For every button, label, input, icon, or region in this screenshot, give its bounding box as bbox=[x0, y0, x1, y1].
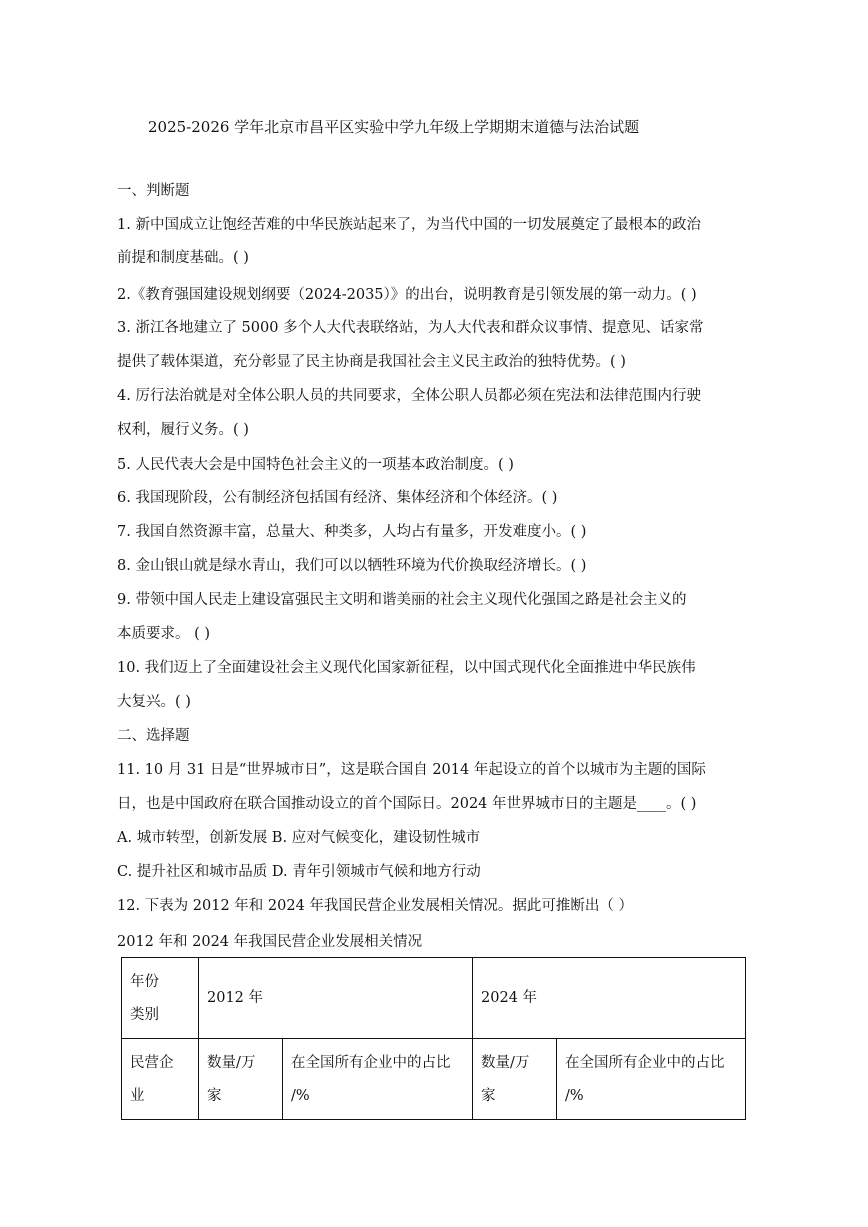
question-line: 本质要求。 ( ) bbox=[117, 626, 211, 642]
question-line: 大复兴。( ) bbox=[117, 694, 191, 710]
col-label-line: 家 bbox=[207, 1088, 222, 1104]
col-label-line: 家 bbox=[481, 1088, 496, 1104]
question-line: 1. 新中国成立让饱经苦难的中华民族站起来了，为当代中国的一切发展奠定了最根本的政治 bbox=[117, 217, 701, 233]
year-label: 2012 年 bbox=[207, 990, 264, 1006]
table-cell bbox=[199, 1039, 283, 1120]
section-heading-choice: 二、选择题 bbox=[117, 728, 190, 744]
question-line: 12. 下表为 2012 年和 2024 年我国民营企业发展相关情况。据此可推断出（ ） bbox=[117, 898, 634, 914]
section-heading-judgment: 一、判断题 bbox=[117, 183, 190, 199]
header-corner-line: 年份 bbox=[130, 974, 159, 990]
question-line: 11. 10 月 31 日是“世界城市日”，这是联合国自 2014 年起设立的首个以城市为主题的国际 bbox=[117, 762, 706, 778]
table-cell bbox=[283, 1039, 473, 1120]
row-label-line: 民营企 bbox=[130, 1055, 174, 1071]
question-line: 权利，履行义务。( ) bbox=[117, 422, 249, 438]
question-line: 前提和制度基础。( ) bbox=[117, 250, 249, 266]
table-cell bbox=[557, 1039, 746, 1120]
question-line: 8. 金山银山就是绿水青山，我们可以以牺牲环境为代价换取经济增长。( ) bbox=[117, 558, 587, 574]
col-label-line: 数量/万 bbox=[207, 1055, 256, 1071]
question-line: 日，也是中国政府在联合国推动设立的首个国际日。2024 年世界城市日的主题是____。( ) bbox=[117, 796, 697, 812]
table-cell bbox=[122, 1039, 199, 1120]
col-label-line: 在全国所有企业中的占比 bbox=[291, 1055, 451, 1071]
table-row bbox=[122, 1039, 746, 1120]
col-label-line: 在全国所有企业中的占比 bbox=[565, 1055, 725, 1071]
col-label-line: 数量/万 bbox=[481, 1055, 530, 1071]
question-line: 3. 浙江各地建立了 5000 多个人大代表联络站，为人大代表和群众议事情、提意见、话家常 bbox=[117, 320, 704, 336]
option-line: C. 提升社区和城市品质 D. 青年引领城市气候和地方行动 bbox=[117, 864, 481, 880]
question-line: 10. 我们迈上了全面建设社会主义现代化国家新征程，以中国式现代化全面推进中华民族伟 bbox=[117, 660, 696, 676]
table-header-corner bbox=[122, 958, 199, 1039]
header-corner-line: 类别 bbox=[130, 1007, 159, 1023]
table-header-2012 bbox=[199, 958, 473, 1039]
col-label-line: /% bbox=[565, 1088, 584, 1104]
data-table bbox=[121, 957, 746, 1120]
table-caption: 2012 年和 2024 年我国民营企业发展相关情况 bbox=[117, 934, 423, 950]
col-label-line: /% bbox=[291, 1088, 310, 1104]
table-row bbox=[122, 958, 746, 1039]
question-line: 5. 人民代表大会是中国特色社会主义的一项基本政治制度。( ) bbox=[117, 457, 514, 473]
row-label-line: 业 bbox=[130, 1088, 145, 1104]
question-line: 提供了载体渠道，充分彰显了民主协商是我国社会主义民主政治的独特优势。( ) bbox=[117, 354, 626, 370]
table-cell bbox=[473, 1039, 557, 1120]
year-label: 2024 年 bbox=[481, 990, 538, 1006]
question-line: 6. 我国现阶段，公有制经济包括国有经济、集体经济和个体经济。( ) bbox=[117, 490, 558, 506]
page-title: 2025-2026 学年北京市昌平区实验中学九年级上学期期末道德与法治试题 bbox=[148, 118, 640, 136]
question-line: 9. 带领中国人民走上建设富强民主文明和谐美丽的社会主义现代化强国之路是社会主义的 bbox=[117, 592, 687, 608]
question-line: 4. 厉行法治就是对全体公职人员的共同要求，全体公职人员都必须在宪法和法律范围内行驶 bbox=[117, 388, 701, 404]
question-line: 7. 我国自然资源丰富，总量大、种类多，人均占有量多，开发难度小。( ) bbox=[117, 524, 587, 540]
table-header-2024 bbox=[473, 958, 746, 1039]
question-line: 2.《教育强国建设规划纲要（2024-2035）》的出台，说明教育是引领发展的第一动力。( ) bbox=[117, 287, 697, 303]
option-line: A. 城市转型，创新发展 B. 应对气候变化，建设韧性城市 bbox=[117, 830, 481, 846]
